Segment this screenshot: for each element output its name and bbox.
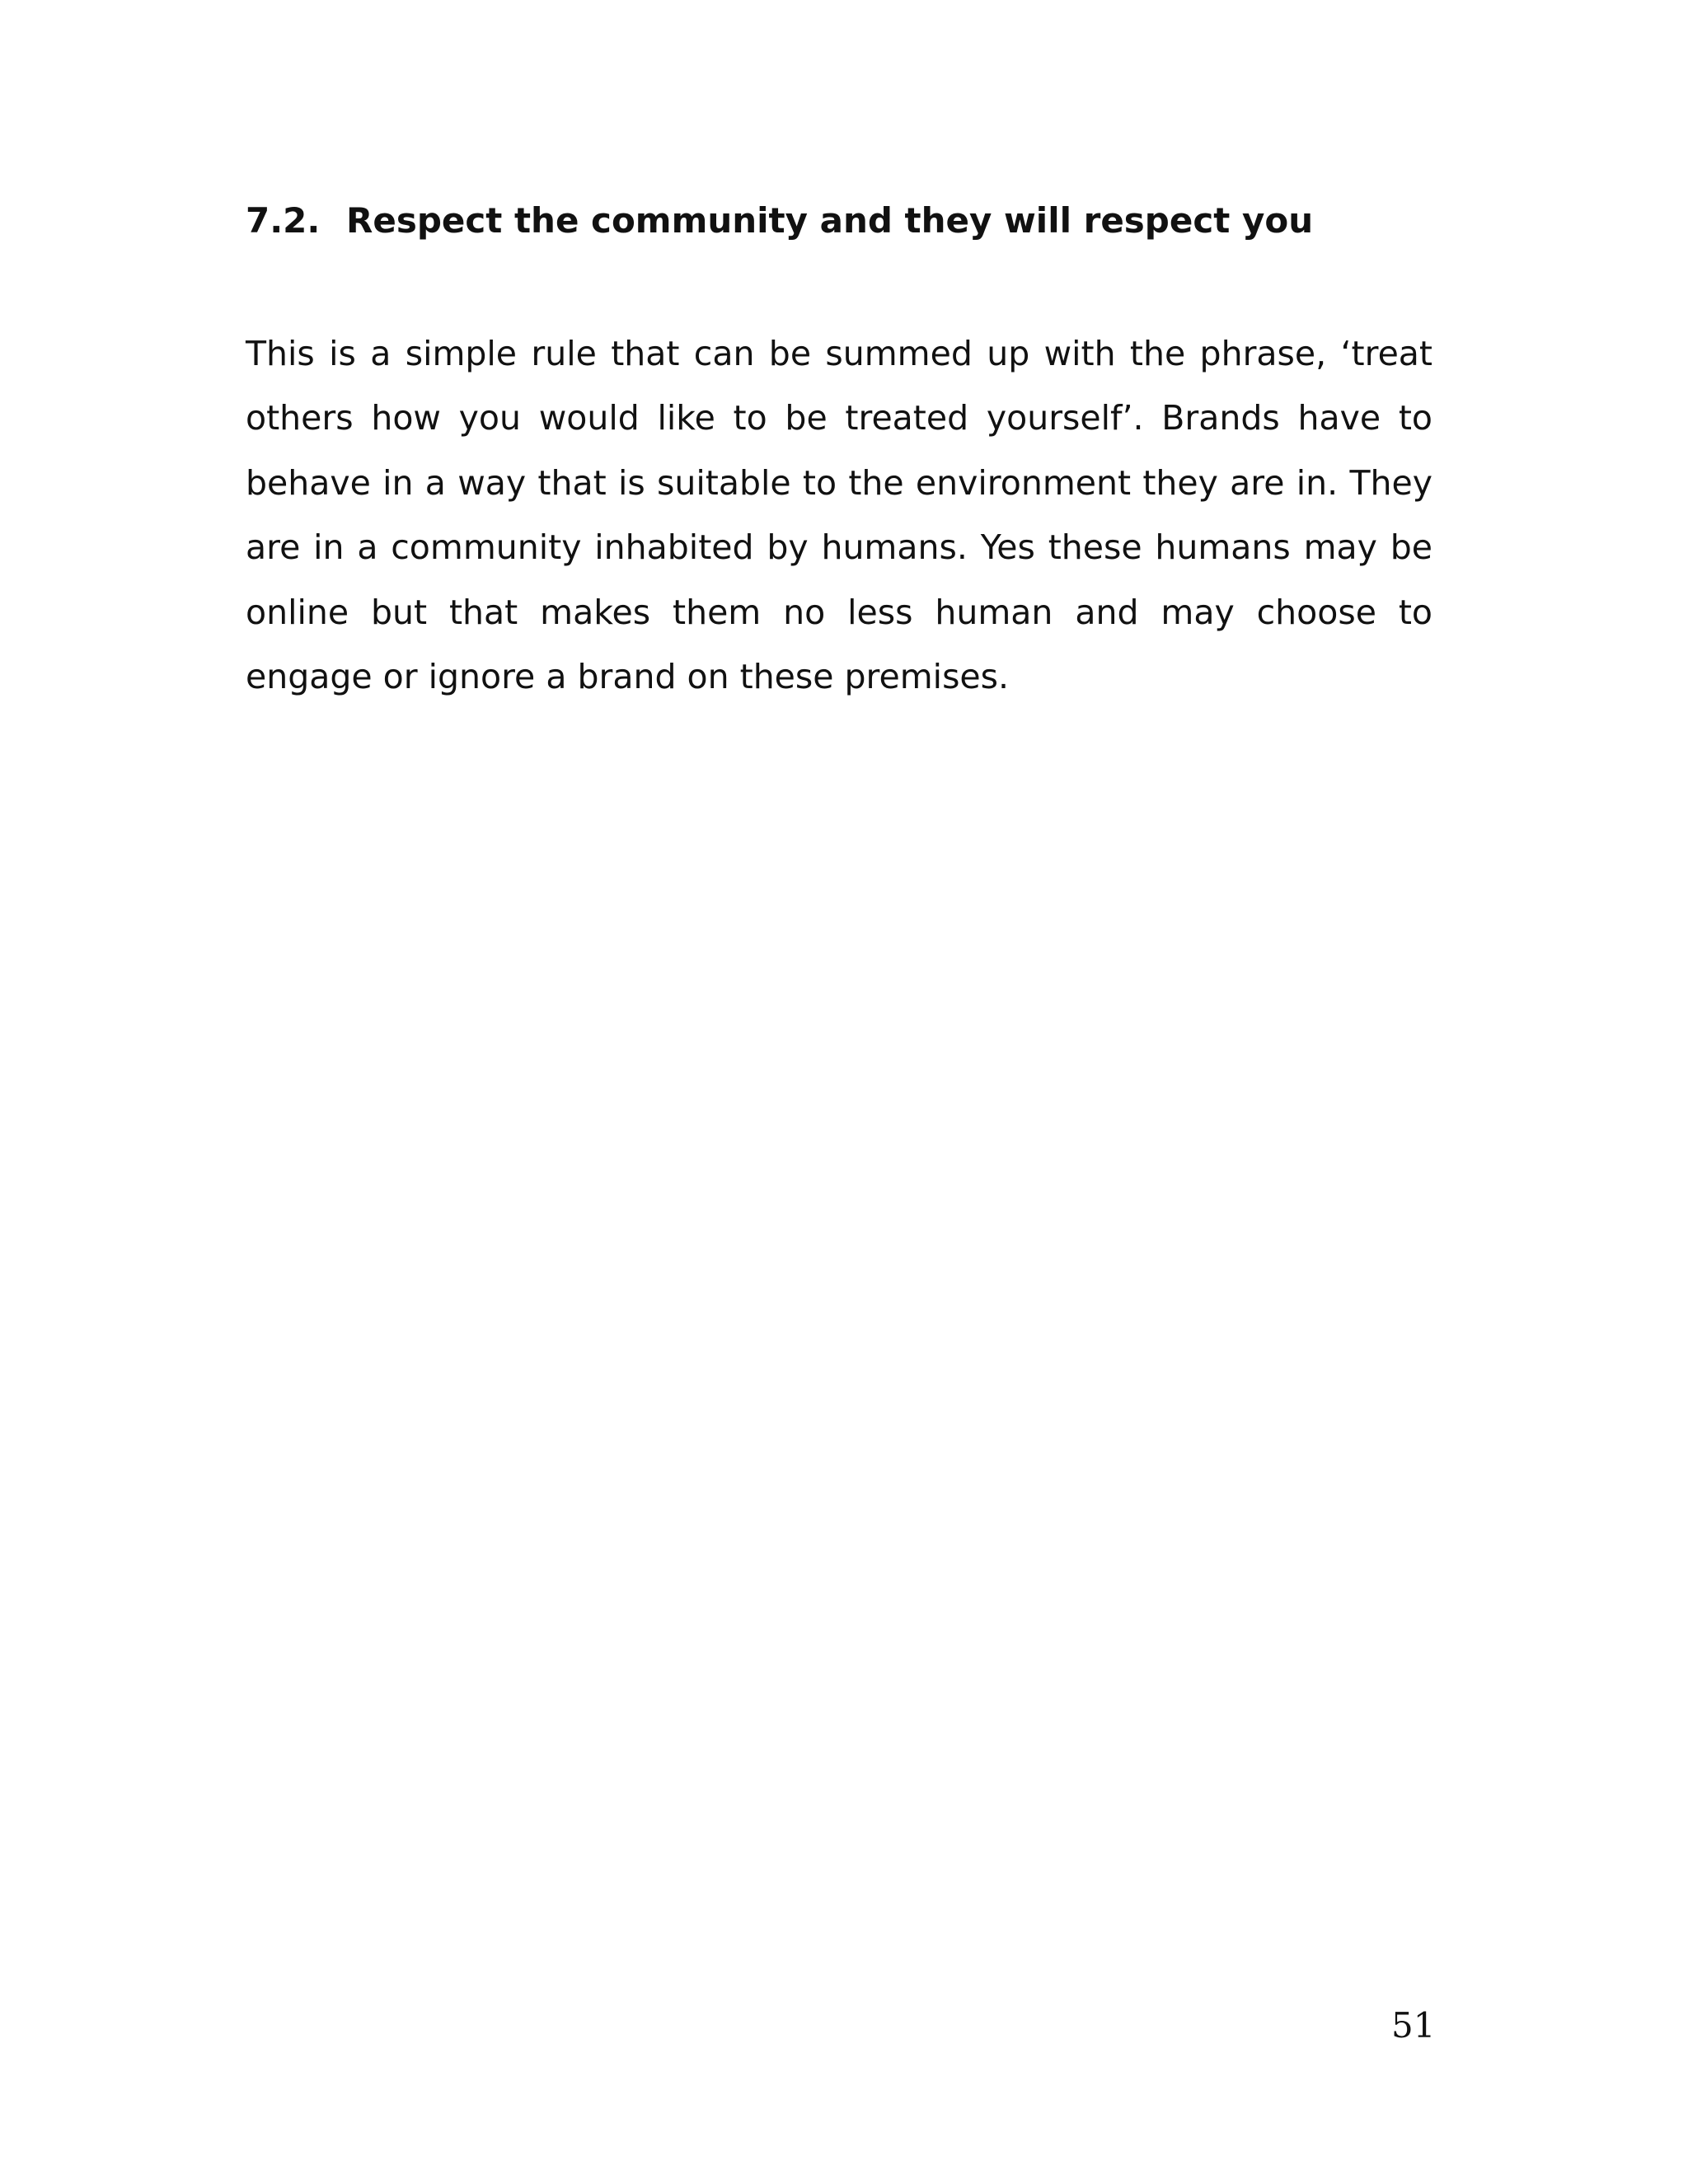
section-heading [246,198,1432,244]
page-number: 51 [1391,2005,1436,2046]
body-paragraph: This is a simple rule that can be summed up with the phrase, ‘treat others how you would like to be treated yourself’. Brands have to behave in a way that is suitable to the environment they are in. They are in a community inhabited by humans. Yes these humans may be online but that makes them no less human and may choose to engage or ignore a brand on these premises. [246,334,1432,697]
section-number: 7.2. [246,200,321,241]
section-title: Respect the community and they will respect you [346,200,1314,241]
